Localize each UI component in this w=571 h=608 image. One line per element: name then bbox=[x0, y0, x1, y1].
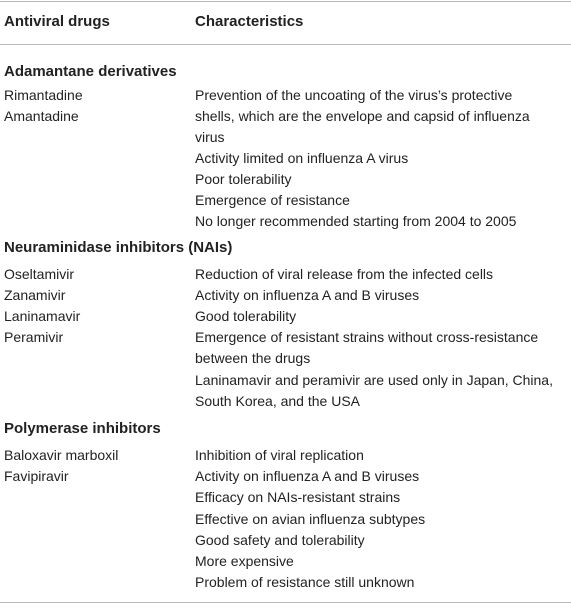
characteristic-line: Prevention of the uncoating of the virus’s protective bbox=[195, 87, 513, 103]
characteristic-line: Reduction of viral release from the infected cells bbox=[195, 266, 494, 282]
drug-name: Zanamivir bbox=[4, 287, 66, 303]
characteristic-line: Problem of resistance still unknown bbox=[195, 574, 415, 590]
drug-name: Laninamavir bbox=[4, 308, 81, 324]
header-antiviral-drugs: Antiviral drugs bbox=[4, 13, 110, 30]
drug-name: Favipiravir bbox=[4, 468, 69, 484]
characteristic-line: between the drugs bbox=[195, 350, 311, 366]
characteristic-line: Activity limited on influenza A virus bbox=[195, 150, 409, 166]
characteristic-line: Effective on avian influenza subtypes bbox=[195, 511, 426, 527]
characteristic-line: Poor tolerability bbox=[195, 171, 292, 187]
drug-name: Amantadine bbox=[4, 108, 79, 124]
table-bottom-rule bbox=[0, 602, 571, 603]
characteristic-line: Efficacy on NAIs-resistant strains bbox=[195, 489, 401, 505]
characteristic-line: South Korea, and the USA bbox=[195, 393, 360, 409]
header-characteristics: Characteristics bbox=[195, 13, 304, 30]
characteristic-line: Laninamavir and peramivir are used only in Japan, China, bbox=[195, 372, 553, 388]
section-title-polymerase: Polymerase inhibitors bbox=[4, 420, 161, 437]
characteristic-line: Good safety and tolerability bbox=[195, 532, 365, 548]
drug-name: Peramivir bbox=[4, 329, 64, 345]
characteristic-line: Inhibition of viral replication bbox=[195, 447, 364, 463]
drug-name: Oseltamivir bbox=[4, 266, 75, 282]
characteristic-line: More expensive bbox=[195, 553, 294, 569]
characteristic-line: Activity on influenza A and B viruses bbox=[195, 468, 420, 484]
drug-name: Rimantadine bbox=[4, 87, 83, 103]
characteristic-line: No longer recommended starting from 2004 to 2005 bbox=[195, 213, 517, 229]
characteristic-line: Activity on influenza A and B viruses bbox=[195, 287, 420, 303]
section-title-adamantane: Adamantane derivatives bbox=[4, 63, 177, 80]
characteristic-line: virus bbox=[195, 129, 225, 145]
characteristic-line: Good tolerability bbox=[195, 308, 297, 324]
characteristic-line: Emergence of resistance bbox=[195, 192, 350, 208]
section-title-neuraminidase: Neuraminidase inhibitors (NAIs) bbox=[4, 239, 233, 256]
characteristic-line: Emergence of resistant strains without cross-resistance bbox=[195, 329, 539, 345]
characteristic-line: shells, which are the envelope and capsid of influenza bbox=[195, 108, 530, 124]
header-rule bbox=[0, 44, 571, 45]
drug-name: Baloxavir marboxil bbox=[4, 447, 119, 463]
table-top-rule bbox=[0, 1, 571, 2]
